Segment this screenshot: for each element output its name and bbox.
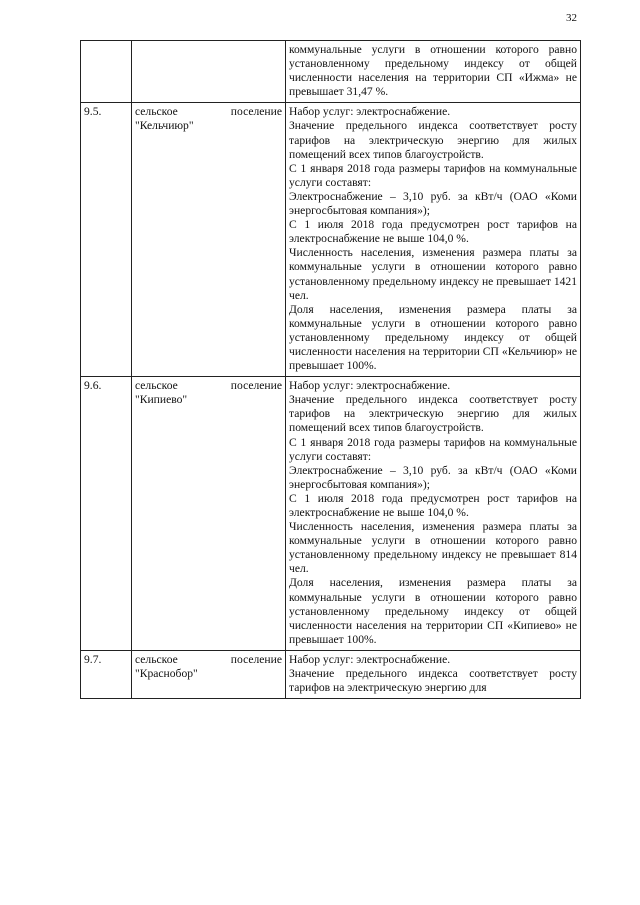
settlement-name: "Краснобор" bbox=[135, 667, 198, 681]
tariff-table bbox=[80, 40, 581, 699]
settlement-name: "Кельчиюр" bbox=[135, 119, 194, 133]
paragraph: Доля населения, изменения размера платы за коммунальные услуги в отношении которого равно установленному предельному индексу от общей численности населения на территории СП «Кельчиюр» не превышает 100%. bbox=[289, 302, 577, 373]
description-cell bbox=[286, 377, 581, 651]
settlement-type-word: поселение bbox=[230, 379, 282, 393]
settlement-type-word: поселение bbox=[230, 652, 282, 666]
description-cell bbox=[286, 650, 581, 698]
table-row bbox=[81, 103, 581, 377]
table-row bbox=[81, 41, 581, 103]
description-cell bbox=[286, 103, 581, 377]
paragraph: Доля населения, изменения размера платы за коммунальные услуги в отношении которого равно установленному предельному индексу от общей численности населения на территории СП «Кипиево» не превышает 100%. bbox=[289, 576, 577, 646]
paragraph: Численность населения, изменения размера платы за коммунальные услуги в отношении которого равно установленному предельному индексу не превышает 814 чел. bbox=[289, 520, 577, 576]
paragraph: Набор услуг: электроснабжение. bbox=[289, 379, 451, 393]
description-cell bbox=[286, 41, 581, 103]
paragraph: С 1 января 2018 года размеры тарифов на коммунальные услуги составят: bbox=[289, 161, 577, 189]
row-number: 9.5. bbox=[81, 103, 132, 377]
settlement-type-word: сельское bbox=[135, 652, 178, 666]
row-number: 9.6. bbox=[81, 377, 132, 651]
paragraph: С 1 июля 2018 года предусмотрен рост тарифов на электроснабжение не выше 104,0 %. bbox=[289, 218, 577, 246]
settlement-name-cell bbox=[132, 377, 286, 651]
paragraph: Значение предельного индекса соответствует росту тарифов на электрическую энергию для bbox=[289, 667, 577, 695]
paragraph: С 1 января 2018 года размеры тарифов на коммунальные услуги составят: bbox=[289, 435, 577, 463]
paragraph: Значение предельного индекса соответствует росту тарифов на электрическую энергию для жилых помещений всех типов благоустройств. bbox=[289, 393, 577, 435]
paragraph: Значение предельного индекса соответствует росту тарифов на электрическую энергию для жилых помещений всех типов благоустройств. bbox=[289, 119, 577, 161]
paragraph: Электроснабжение – 3,10 руб. за кВт/ч (ОАО «Коми энергосбытовая компания»); bbox=[289, 189, 577, 218]
row-number bbox=[81, 41, 132, 103]
table-row bbox=[81, 377, 581, 651]
settlement-type-word: сельское bbox=[135, 105, 178, 119]
page-number: 32 bbox=[566, 12, 577, 24]
table-row bbox=[81, 650, 581, 698]
settlement-name-cell bbox=[132, 41, 286, 103]
settlement-name: "Кипиево" bbox=[135, 393, 188, 407]
paragraph: Электроснабжение – 3,10 руб. за кВт/ч (ОАО «Коми энергосбытовая компания»); bbox=[289, 463, 577, 491]
settlement-type-word: поселение bbox=[230, 105, 282, 119]
settlement-name-cell bbox=[132, 103, 286, 377]
row-number: 9.7. bbox=[81, 650, 132, 698]
settlement-name-cell bbox=[132, 650, 286, 698]
settlement-type-word: сельское bbox=[135, 379, 178, 393]
paragraph: Набор услуг: электроснабжение. bbox=[289, 652, 451, 666]
paragraph: С 1 июля 2018 года предусмотрен рост тарифов на электроснабжение не выше 104,0 %. bbox=[289, 491, 577, 519]
paragraph: Набор услуг: электроснабжение. bbox=[289, 105, 451, 119]
paragraph: Численность населения, изменения размера платы за коммунальные услуги в отношении которого равно установленному предельному индексу не превышает 1421 чел. bbox=[289, 246, 578, 302]
paragraph: коммунальные услуги в отношении которого равно установленному предельному индексу от общей численности населения на территории СП «Ижма» не превышает 31,47 %. bbox=[289, 43, 577, 99]
